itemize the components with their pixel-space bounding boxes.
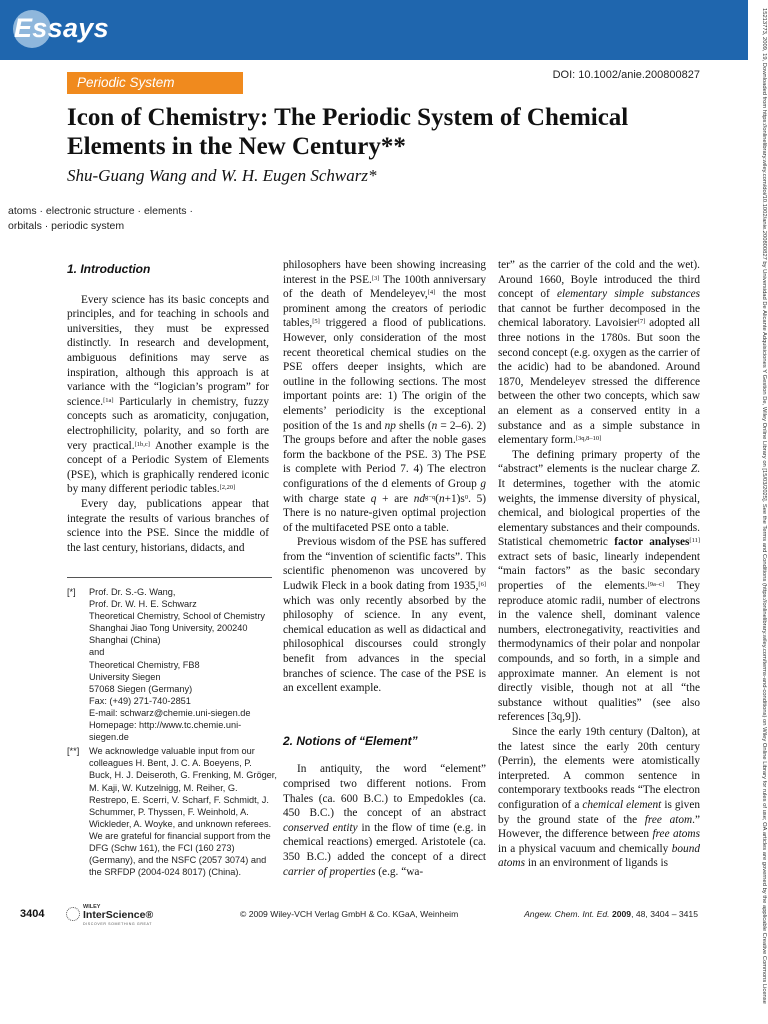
- side-download-notice: [748, 0, 768, 1024]
- acknowledgment-text: We acknowledge valuable input from our colleagues H. Bent, J. C. A. Boeyens, P. Buck, H. J. Deiseroth, G. Frenking, M. Gröger, M. Kaji, W. Kutzelnigg, M. Reiher, G. Restrepo, E. Scerri, V. Scharf, F. Schmidt, J. Schummer, P. Thyssen, F. Weinhold, A. Wickleder, A. Woyke, and unknown referees. We are grateful for financial support from the DFG (Schw 161), the FCI (160 273) (Germany), and the NSFC (2057 3074) and the SRFDP (2004-024 8017) (China).: [89, 746, 277, 878]
- footnote-acknowledgment: [67, 745, 277, 878]
- interscience-dots-icon: [66, 907, 80, 921]
- paragraph: philosophers have been showing increasing interest in the PSE.[3] The 100th anniversary of the death of Mendeleyev,[4] the most prominent among the creators of periodic tables,[5] triggered a flood of publications. However, only consideration of the most recent theoretical chemical studies on the PSE offers deeper insights, which are outline in the following sections. The most important points are: 1) The origin of the elements’ periodicity is the exceptional position of the 1s and np shells (n = 2–6). 2) The groups before and after the noble gases form the backbone of the PSE. 3) The PSE is complete with Period 7. 4) The electron configurations of the d elements of Group g with charge state q + are $nd^{g-q}(n+1)s^0$. 5) There is no nature-given optimal projection of the multifaceted PSE onto a table.: [283, 259, 487, 534]
- paragraph: Every science has its basic concepts and principles, and for teaching in schools and universities, they must be expressed distinctly. In research and development, ambiguous definitions may serve as inspiration, although this approach is at variance with the “logician’s program” for science.[1a] Particularly in chemistry, fuzzy concepts such as aromaticity, conjugation, electrophilicity, polarity, and so forth are very practical.[1b,c] Another example is the concept of a Periodic System of Elements (PSE), which is graphically rendered iconic by many different periodic tables.[2,20]: [67, 293, 269, 496]
- paragraph: Every day, publications appear that integrate the results of various branches of science into the PSE. Since the middle of the last century, historians, didacts, and: [67, 497, 269, 554]
- paragraph: The defining primary property of the “abstract” elements is the nuclear charge Z. It determines, together with the atomic weights, the immense diversity of physical, chemical, and biological properties of the elementary substances and their compounds. Statistical chemometric factor analyses[11] extract sets of basic, linearly independent “main factors” as the basic secondary properties of the elements.[9a–c] They reproduce atomic radii, number of electrons in the valence shell, dominant valence numbers, electronegativity, reactivities and thermodynamics of their polar and nonpolar compounds, and so forth, in a simple and approximate manner. An element is not directly visible, though not at all “the substance without qualities” (see also references [3q,9]).: [498, 448, 700, 724]
- paragraph: ter” as the carrier of the cold and the wet). Around 1660, Boyle introduced the third concept of elementary simple substances that cannot be further decomposed in the chemical laboratory. Lavoisier[7] adopted all three notions in the 1780s. But soon the second concept (e.g. oxygen as the carrier of the acidic) had to be abandoned. Around 1870, Mendeleyev stressed the difference between the other two concepts, which saw an element as a conserved entity in a substance and as a simple substance in elementary form.[3q,8–10]: [498, 259, 701, 447]
- text-column-1: [67, 258, 269, 555]
- text-column-2: [283, 258, 486, 879]
- affiliation-lines: Prof. Dr. S.-G. Wang, Prof. Dr. W. H. E. Schwarz Theoretical Chemistry, School of Chemistry Shanghai Jiao Tong University, 200240 Shanghai (China) and Theoretical Chemistry, FB8 University Siegen 57068 Siegen (Germany) Fax: (+49) 271-740-2851 E-mail: schwarz@chemie.uni-siegen.de Homepage: http://www.tc.chemie.uni- siegen.de: [89, 587, 265, 743]
- footnote-mark: [*]: [67, 587, 76, 597]
- keywords: [8, 204, 238, 234]
- paragraph: Previous wisdom of the PSE has suffered from the “invention of scientific facts”. This scientific phenomenon was uncovered by Ludwik Fleck in a book dating from 1935,[6] which was only recently absorbed by the philosophy of science. In any event, chemical education as well as didactical and philosophical discourses could strongly benefit from advances in the special branches of science. The case of the PSE is an excellent example.: [283, 536, 486, 695]
- article-title: Icon of Chemistry: The Periodic System of Chemical Elements in the New Century**: [67, 104, 629, 160]
- footnotes: [67, 586, 277, 878]
- section-heading-notions: 2. Notions of “Element”: [283, 733, 418, 748]
- interscience-logo: WILEY InterScience® DISCOVER SOMETHING GREAT: [66, 904, 176, 926]
- journal-citation: Angew. Chem. Int. Ed. 2009, 48, 3404 – 3415: [524, 909, 698, 919]
- page-footer: [0, 906, 748, 926]
- keywords-line-1: atoms · electronic structure · elements ·: [8, 205, 193, 217]
- paragraph: Since the early 19th century (Dalton), at the latest since the early 20th century (Perrin), the elements were atomistically interpreted. A common sentence in contemporary textbooks reads “The electron configuration of a chemical element is given by the ground state of the free atom.” However, the difference between free atoms in a physical vacuum and chemically bound atoms in an environment of ligands is: [498, 726, 701, 870]
- keywords-line-2: orbitals · periodic system: [8, 220, 125, 232]
- text-column-3: [498, 258, 700, 871]
- footnote-affiliation: [67, 586, 277, 743]
- section-heading-introduction: 1. Introduction: [67, 262, 151, 276]
- footnote-mark: [**]: [67, 746, 80, 757]
- doi-label: DOI: 10.1002/anie.200800827: [552, 69, 700, 81]
- essays-logo: Essays: [14, 13, 109, 43]
- paragraph: In antiquity, the word “element” comprised two different notions. From Thales (ca. 600 B.C.) to Empedokles (ca. 450 B.C.) the concept of an abstract conserved entity in the flow of time (e.g. in chemical reactions) emerged. Aristotele (ca. 350 B.C.) added the concept of a direct carrier of properties (e.g. “wa-: [283, 763, 486, 878]
- header-band: [0, 0, 748, 60]
- copyright: © 2009 Wiley-VCH Verlag GmbH & Co. KGaA, Weinheim: [240, 909, 459, 919]
- page-number: 3404: [20, 908, 45, 920]
- section-tag: Periodic System: [67, 72, 243, 94]
- article-authors: Shu-Guang Wang and W. H. Eugen Schwarz*: [67, 166, 377, 185]
- footnote-rule: [67, 577, 272, 578]
- side-notice-text: 15213773, 2009, 19, Downloaded from https://onlinelibrary.wiley.com/doi/10.1002/anie.200800827 by Universidad De Alicante Adquisiciones Y Gestion De, Wiley Online Library on [15/03/2025]. See the Terms and Conditions (https://onlinelibrary.wiley.com/terms-and-conditions) on Wiley Online Library for rules of use; OA articles are governed by the applicable Creative Commons License: [761, 8, 767, 1004]
